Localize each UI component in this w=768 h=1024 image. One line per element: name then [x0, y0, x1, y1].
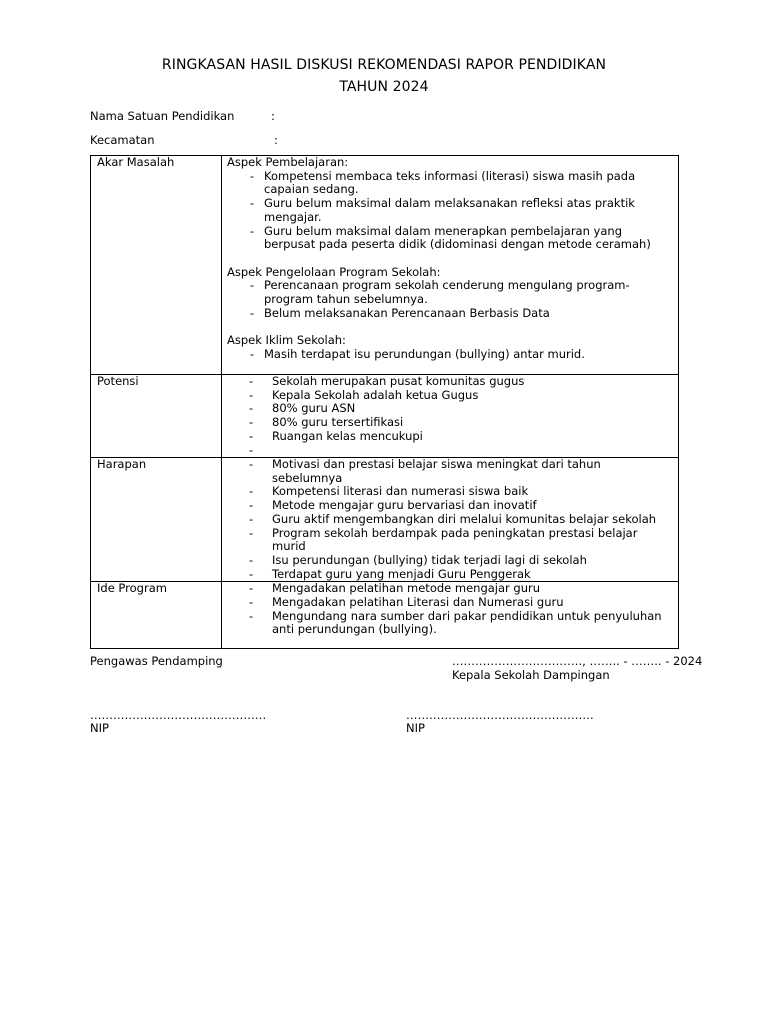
list-item-text: Mengadakan pelatihan Literasi dan Numerasi guru: [272, 595, 564, 610]
list-item-text: Program sekolah berdampak pada peningkatan prestasi belajar murid: [272, 525, 638, 554]
row-akar-masalah: [91, 156, 679, 375]
list-item: - Kepala Sekolah adalah ketua Gugus: [249, 387, 479, 402]
signature-left-nip: NIP: [90, 721, 109, 735]
list-item-text: Masih terdapat isu perundungan (bullying) antar murid.: [264, 346, 585, 361]
list-item: - Terdapat guru yang menjadi Guru Penggerak: [249, 566, 531, 581]
list-item: - Mengadakan pelatihan Literasi dan Numerasi guru: [249, 595, 564, 610]
list-item: - Sekolah merupakan pusat komunitas gugus: [249, 374, 525, 388]
list-item: - Mengundang nara sumber dari pakar pendidikan untuk penyuluhan anti perundungan (bullying).: [249, 608, 662, 637]
list-item-text: 80% guru tersertifikasi: [272, 415, 404, 430]
list-item: - Metode mengajar guru bervariasi dan inovatif: [249, 498, 537, 513]
list-item-text: Isu perundungan (bullying) tidak terjadi lagi di sekolah: [272, 552, 587, 567]
signature-right-nip: NIP: [406, 721, 425, 735]
list-item: - Guru belum maksimal dalam menerapkan pembelajaran yang berpusat pada peserta didik (didominasi dengan metode ceramah): [250, 223, 651, 252]
row-label-akar-masalah: Akar Masalah: [91, 156, 222, 375]
document-title-year: TAHUN 2024: [339, 79, 429, 95]
list-item: - Perencanaan program sekolah cenderung mengulang program-program tahun sebelumnya.: [250, 278, 630, 307]
list-item-text: Kompetensi literasi dan numerasi siswa baik: [272, 484, 529, 499]
list-item-text: Kompetensi membaca teks informasi (literasi) siswa masih pada capaian sedang.: [264, 168, 636, 197]
list-item: - Belum melaksanakan Perencanaan Berbasis Data: [250, 305, 550, 320]
field-colon-satuan: :: [271, 109, 275, 123]
list-ide-program: [227, 582, 674, 637]
signature-right-line: ………………………………………….: [406, 708, 594, 722]
row-potensi: [91, 375, 679, 458]
list-item-text: Motivasi dan prestasi belajar siswa meningkat dari tahun sebelumnya: [272, 457, 601, 485]
list-item: - Isu perundungan (bullying) tidak terjadi lagi di sekolah: [249, 552, 587, 567]
row-label-potensi: Potensi: [91, 375, 222, 458]
list-item-text: Belum melaksanakan Perencanaan Berbasis Data: [264, 305, 550, 320]
list-item-text: Guru aktif mengembangkan diri melalui komunitas belajar sekolah: [272, 511, 657, 526]
signature-left-line: ……………………………………….: [90, 708, 267, 722]
list-iklim: [227, 348, 674, 362]
signature-right-role: Kepala Sekolah Dampingan: [452, 668, 610, 682]
summary-table: [90, 155, 679, 649]
list-harapan: [227, 458, 674, 581]
list-pengelolaan: [227, 279, 674, 320]
row-ide-program: [91, 582, 679, 649]
akar-masalah-content: [222, 156, 679, 375]
list-item: - Guru aktif mengembangkan diri melalui komunitas belajar sekolah: [249, 511, 657, 526]
list-item-text: Kepala Sekolah adalah ketua Gugus: [272, 387, 479, 402]
list-item: - Mengadakan pelatihan metode mengajar guru: [249, 581, 541, 596]
list-item-text: Ruangan kelas mencukupi: [272, 428, 423, 443]
row-label-ide-program: Ide Program: [91, 582, 222, 649]
section-heading-pengelolaan: Aspek Pengelolaan Program Sekolah:: [227, 264, 441, 279]
list-item: - 80% guru ASN: [249, 401, 356, 416]
list-item-text: Sekolah merupakan pusat komunitas gugus: [272, 374, 525, 388]
list-item: - Guru belum maksimal dalam melaksanakan refleksi atas praktik mengajar.: [250, 196, 635, 224]
list-item-text: Metode mengajar guru bervariasi dan inovatif: [272, 498, 537, 513]
field-label-satuan: Nama Satuan Pendidikan: [90, 109, 235, 123]
list-item-text: Terdapat guru yang menjadi Guru Penggerak: [272, 566, 531, 581]
signature-date-line: ……………………………., …….. - …….. - 2024: [452, 654, 703, 668]
list-item: - Kompetensi literasi dan numerasi siswa baik: [249, 484, 529, 499]
harapan-content: [222, 458, 679, 582]
list-item-text: Mengadakan pelatihan metode mengajar guru: [272, 581, 541, 596]
list-item-text: Guru belum maksimal dalam melaksanakan refleksi atas praktik mengajar.: [264, 196, 635, 224]
list-item: - Motivasi dan prestasi belajar siswa meningkat dari tahun sebelumnya: [249, 457, 601, 485]
row-label-harapan: Harapan: [91, 458, 222, 582]
list-item: - Program sekolah berdampak pada peningkatan prestasi belajar murid: [249, 525, 638, 554]
potensi-content: [222, 375, 679, 458]
field-colon-kecamatan: :: [274, 133, 278, 147]
list-item: - Kompetensi membaca teks informasi (literasi) siswa masih pada capaian sedang.: [250, 168, 636, 197]
list-item: - Masih terdapat isu perundungan (bullying) antar murid.: [250, 346, 585, 361]
signature-left-role: Pengawas Pendamping: [90, 654, 223, 668]
list-pembelajaran: [227, 170, 674, 252]
list-item: - 80% guru tersertifikasi: [249, 415, 404, 430]
section-heading-iklim: Aspek Iklim Sekolah:: [227, 333, 346, 348]
ide-program-content: [222, 582, 679, 649]
list-item-text: 80% guru ASN: [272, 401, 356, 416]
list-potensi: - Sekolah merupakan pusat komunitas gugus - Kepala Sekolah adalah ketua Gugus - 80% guru ASN - 80% guru tersertifikasi - Ruangan kelas mencukupi -: [227, 375, 674, 444]
list-item: - Ruangan kelas mencukupi: [249, 428, 423, 443]
list-item-text: Guru belum maksimal dalam menerapkan pembelajaran yang berpusat pada peserta didik (didominasi dengan metode ceramah): [264, 223, 651, 252]
document-title: RINGKASAN HASIL DISKUSI REKOMENDASI RAPOR PENDIDIKAN: [161, 57, 607, 73]
section-heading-pembelajaran: Aspek Pembelajaran:: [227, 155, 349, 169]
field-label-kecamatan: Kecamatan: [90, 133, 155, 147]
row-harapan: [91, 458, 679, 582]
list-item-text: Mengundang nara sumber dari pakar pendidikan untuk penyuluhan anti perundungan (bullying).: [272, 608, 662, 637]
list-item-text: Perencanaan program sekolah cenderung mengulang program-program tahun sebelumnya.: [264, 278, 630, 307]
